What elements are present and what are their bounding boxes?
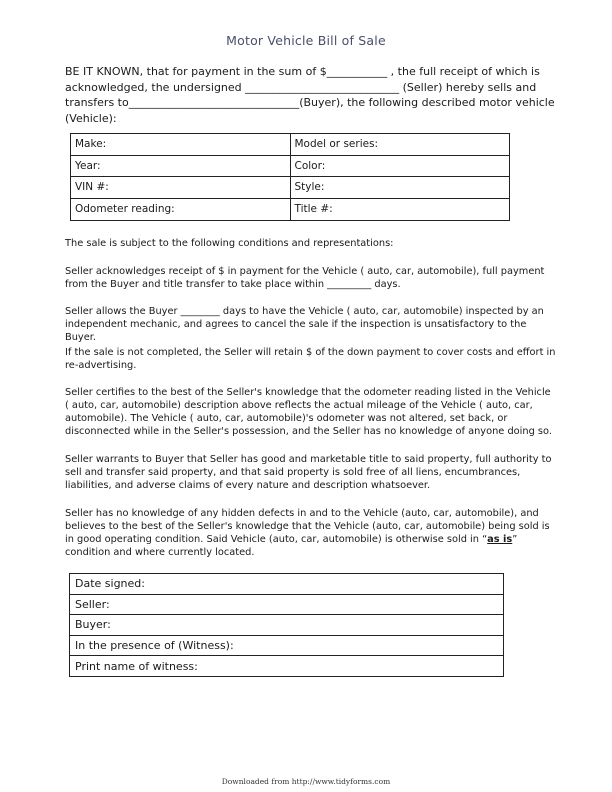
payment-paragraph: Seller acknowledges receipt of $ in payment for the Vehicle ( auto, car, automobile), full payment from the Buyer and title transfer to take place within _________ days.: [65, 266, 545, 290]
title-number-field[interactable]: Title #:: [290, 198, 510, 220]
as-is-emphasis: as is: [487, 534, 513, 545]
table-row: [71, 198, 510, 220]
download-footer: Downloaded from http://www.tidyforms.com: [221, 777, 391, 786]
table-row: [70, 594, 504, 615]
model-field[interactable]: Model or series:: [290, 134, 510, 156]
table-row: [71, 155, 510, 177]
date-signed-field[interactable]: Date signed:: [70, 574, 504, 595]
buyer-signature-field[interactable]: Buyer:: [70, 615, 504, 636]
style-field[interactable]: Style:: [290, 177, 510, 199]
vin-field[interactable]: VIN #:: [71, 177, 291, 199]
condition-text-start: Seller has no knowledge of any hidden defects in and to the Vehicle (auto, car, automobile), and believes to the best of the Seller's knowledge that the Vehicle (auto, car, automobile) being sold is in good operating condition. Said Vehicle (auto, car, automobile) is otherwise sold in “: [65, 508, 550, 545]
table-row: [70, 574, 504, 595]
table-row: [70, 615, 504, 636]
color-field[interactable]: Color:: [290, 155, 510, 177]
seller-signature-field[interactable]: Seller:: [70, 594, 504, 615]
table-row: [70, 656, 504, 677]
odometer-paragraph: Seller certifies to the best of the Seller's knowledge that the odometer reading listed in the Vehicle ( auto, car, automobile) description above reflects the actual mileage of the Vehicle ( auto, car, automobile). The Vehicle ( auto, car, automobile)'s odometer was not altered, set back, or disconnected while in the Seller's possession, and the Seller has no knowledge of anyone doing so.: [65, 387, 552, 437]
down-payment-paragraph: If the sale is not completed, the Seller will retain $ of the down payment to cover costs and effort in re-advertising.: [65, 347, 556, 371]
intro-paragraph: BE IT KNOWN, that for payment in the sum of $___________ , the full receipt of which is acknowledged, the undersigned ____________________________ (Seller) hereby sells and transfers to_______________________________(Buyer), the following described motor vehicle (Vehicle):: [65, 65, 555, 125]
table-row: [71, 177, 510, 199]
title-warranty-paragraph: Seller warrants to Buyer that Seller has good and marketable title to said property, full authority to sell and transfer said property, and that said property is sold free of all liens, encumbrances, liabilities, and adverse claims of every nature and description whatsoever.: [65, 454, 552, 491]
condition-paragraph: [65, 507, 557, 559]
make-field[interactable]: Make:: [71, 134, 291, 156]
vehicle-description-table: [70, 133, 510, 221]
odometer-field[interactable]: Odometer reading:: [71, 198, 291, 220]
witness-signature-field[interactable]: In the presence of (Witness):: [70, 635, 504, 656]
signature-table: [69, 573, 504, 677]
conditions-heading: The sale is subject to the following conditions and representations:: [65, 238, 394, 249]
table-row: [71, 134, 510, 156]
document-title: Motor Vehicle Bill of Sale: [226, 33, 386, 48]
condition-text-end: ” condition and where currently located.: [65, 534, 518, 558]
table-row: [70, 635, 504, 656]
year-field[interactable]: Year:: [71, 155, 291, 177]
witness-name-field[interactable]: Print name of witness:: [70, 656, 504, 677]
inspection-paragraph: Seller allows the Buyer ________ days to have the Vehicle ( auto, car, automobile) inspected by an independent mechanic, and agrees to cancel the sale if the inspection is unsatisfactory to the Buyer.: [65, 306, 544, 343]
